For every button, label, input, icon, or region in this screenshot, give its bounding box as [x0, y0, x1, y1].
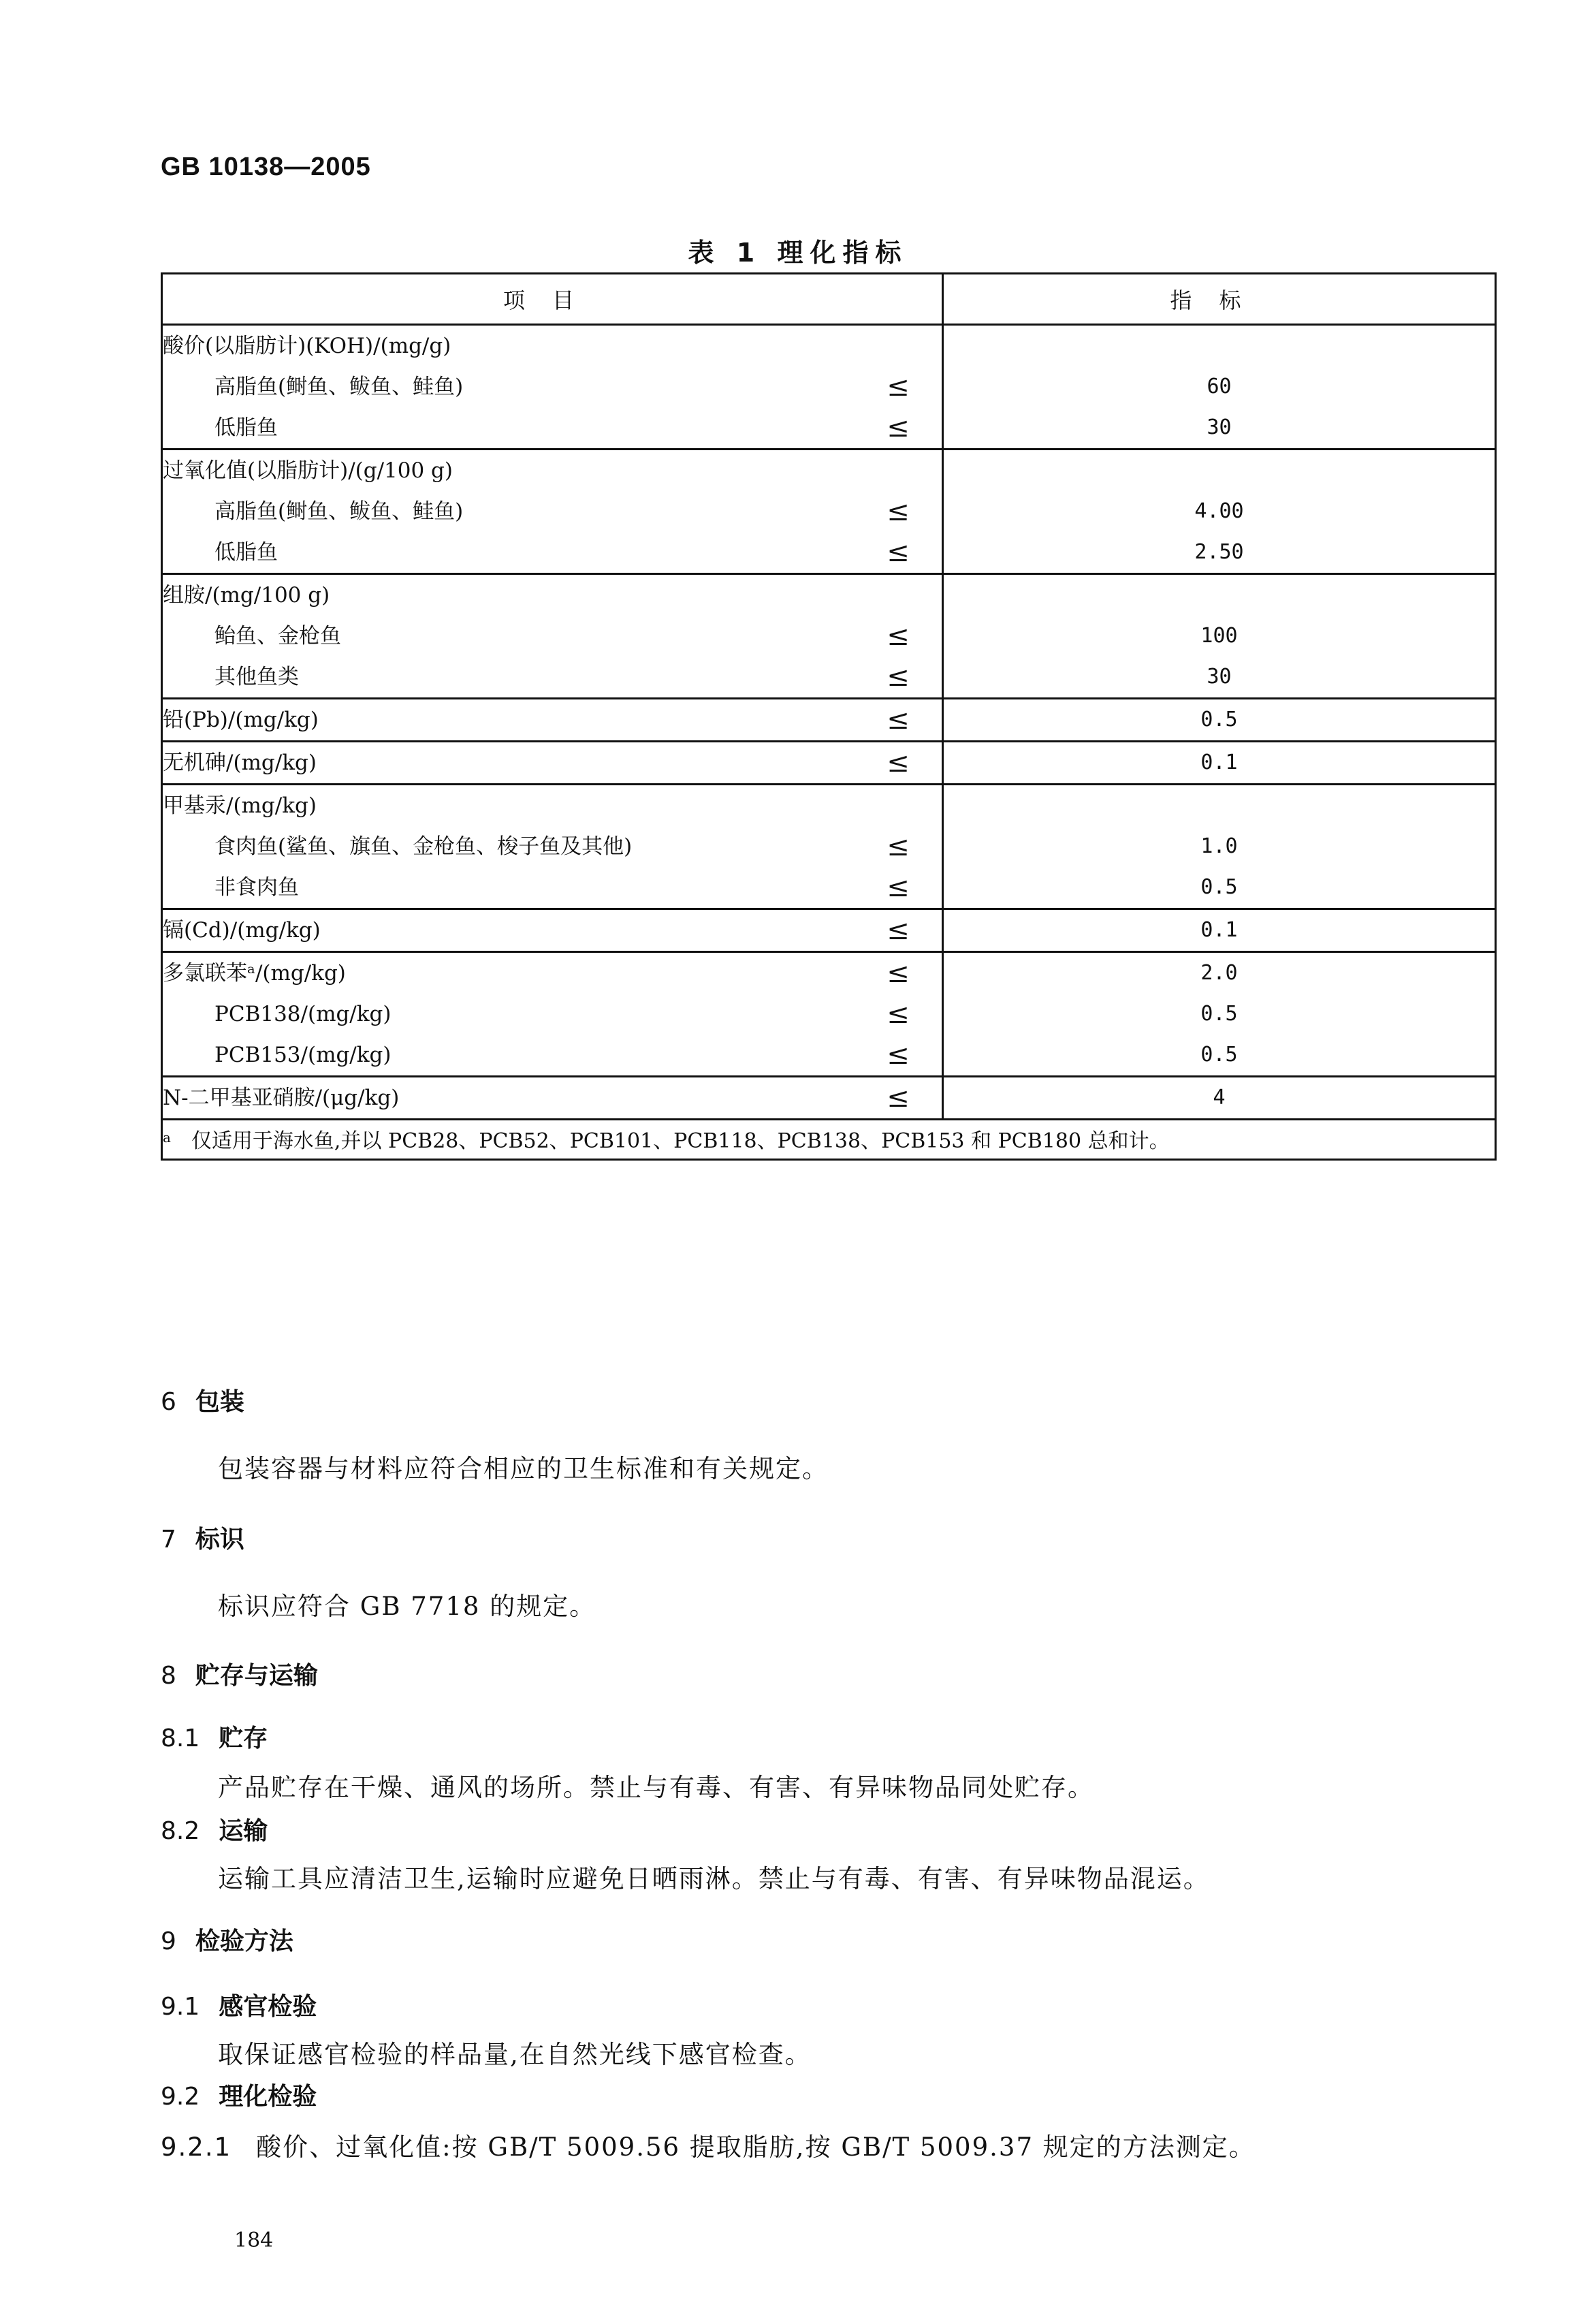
- comparison-operator: ≤: [887, 831, 910, 862]
- limit-value: 4: [1213, 1086, 1226, 1109]
- section-7-heading: 7 标识: [161, 1526, 244, 1554]
- comparison-operator: ≤: [887, 412, 910, 443]
- comparison-operator: ≤: [887, 747, 910, 778]
- table-row: [162, 699, 1496, 742]
- table-row: [162, 909, 1496, 952]
- table-row: [162, 450, 1496, 574]
- value-cell: [943, 1077, 1496, 1120]
- value-cell: [943, 325, 1496, 450]
- limit-value: 100: [1200, 624, 1238, 648]
- footnote-row: [162, 1120, 1496, 1160]
- table-row: [162, 785, 1496, 909]
- section-6-text: 包装容器与材料应符合相应的卫生标准和有关规定。: [218, 1454, 829, 1483]
- table-header-row: [162, 274, 1496, 325]
- limit-value: 4.00: [1194, 499, 1244, 523]
- item-label: 甲基汞/(mg/kg): [163, 793, 317, 818]
- column-header-value: 指标: [943, 274, 1496, 325]
- section-9-1-text: 取保证感官检验的样品量,在自然光线下感官检查。: [218, 2040, 812, 2069]
- section-9-2-1-text: 9.2.1 酸价、过氧化值:按 GB/T 5009.56 提取脂肪,按 GB/T 5009.37 规定的方法测定。: [161, 2132, 1256, 2162]
- item-cell: [162, 699, 943, 742]
- limit-value: 60: [1207, 375, 1232, 398]
- section-9-heading: 9 检验方法: [161, 1927, 293, 1955]
- comparison-operator: ≤: [887, 496, 910, 527]
- comparison-operator: ≤: [887, 872, 910, 903]
- item-cell: [162, 952, 943, 1077]
- item-cell: [162, 450, 943, 574]
- item-label: 镉(Cd)/(mg/kg): [163, 918, 321, 943]
- section-9-1-heading: 9.1 感官检验: [161, 1993, 317, 2021]
- page-number: 184: [234, 2228, 274, 2252]
- sub-item-label: 鲐鱼、金枪鱼: [214, 624, 341, 648]
- value-cell: [943, 952, 1496, 1077]
- item-cell: [162, 785, 943, 909]
- item-cell: [162, 574, 943, 699]
- limit-value: 0.1: [1200, 751, 1238, 774]
- limit-value: 0.5: [1200, 1002, 1238, 1026]
- comparison-operator: ≤: [887, 1082, 910, 1114]
- standard-number: GB 10138—2005: [161, 153, 371, 181]
- section-8-2-text: 运输工具应清洁卫生,运输时应避免日晒雨淋。禁止与有毒、有害、有异味物品混运。: [218, 1864, 1210, 1893]
- comparison-operator: [864, 575, 932, 616]
- section-6-heading: 6 包装: [161, 1388, 244, 1416]
- limit-value: 2.0: [1200, 961, 1238, 985]
- limit-value: 0.5: [1200, 708, 1238, 731]
- item-label: 铅(Pb)/(mg/kg): [163, 708, 319, 732]
- table-row: [162, 325, 1496, 450]
- item-cell: [162, 325, 943, 450]
- footnote-mark: a: [163, 1129, 171, 1146]
- comparison-operator: ≤: [887, 620, 910, 652]
- comparison-operator: ≤: [887, 371, 910, 403]
- section-8-1-text: 产品贮存在干燥、通风的场所。禁止与有毒、有害、有异味物品同处贮存。: [218, 1773, 1094, 1802]
- item-label: 过氧化值(以脂肪计)/(g/100 g): [163, 458, 453, 483]
- item-label: N-二甲基亚硝胺/(μg/kg): [163, 1086, 400, 1110]
- section-9-2-heading: 9.2 理化检验: [161, 2083, 317, 2111]
- value-cell: [943, 574, 1496, 699]
- sub-item-label: 食肉鱼(鲨鱼、旗鱼、金枪鱼、梭子鱼及其他): [214, 834, 633, 859]
- value-cell: [943, 699, 1496, 742]
- item-label: 酸价(以脂肪计)(KOH)/(mg/g): [163, 334, 451, 358]
- comparison-operator: ≤: [887, 704, 910, 736]
- table-caption: 表 1 理化指标: [688, 238, 908, 268]
- comparison-operator: ≤: [887, 958, 910, 989]
- section-7-text: 标识应符合 GB 7718 的规定。: [218, 1592, 596, 1621]
- sub-item-label: PCB138/(mg/kg): [214, 1002, 392, 1026]
- value-cell: [943, 450, 1496, 574]
- item-cell: [162, 742, 943, 785]
- comparison-operator: ≤: [887, 537, 910, 568]
- footnote-text: 仅适用于海水鱼,并以 PCB28、PCB52、PCB101、PCB118、PCB138、PCB153 和 PCB180 总和计。: [191, 1129, 1170, 1153]
- comparison-operator: [864, 785, 932, 826]
- section-8-2-heading: 8.2 运输: [161, 1817, 268, 1845]
- limit-value: 0.5: [1200, 1043, 1238, 1067]
- sub-item-label: PCB153/(mg/kg): [214, 1043, 392, 1067]
- value-cell: [943, 742, 1496, 785]
- sub-item-label: 其他鱼类: [214, 665, 299, 689]
- item-label: 无机砷/(mg/kg): [163, 751, 317, 775]
- sub-item-label: 低脂鱼: [214, 540, 278, 565]
- section-8-1-heading: 8.1 贮存: [161, 1724, 268, 1752]
- section-8-heading: 8 贮存与运输: [161, 1662, 318, 1690]
- limit-value: 30: [1207, 665, 1232, 689]
- comparison-operator: ≤: [887, 1039, 910, 1071]
- sub-item-label: 高脂鱼(鲥鱼、鲅鱼、鲑鱼): [214, 499, 464, 524]
- table-row: [162, 952, 1496, 1077]
- item-label: 多氯联苯ᵃ/(mg/kg): [163, 961, 346, 986]
- physicochemical-table: [161, 272, 1497, 1161]
- limit-value: 0.5: [1200, 875, 1238, 899]
- limit-value: 2.50: [1194, 540, 1244, 564]
- column-header-item: 项目: [162, 274, 943, 325]
- comparison-operator: [864, 326, 932, 366]
- sub-item-label: 非食肉鱼: [214, 875, 299, 900]
- comparison-operator: ≤: [887, 661, 910, 693]
- limit-value: 1.0: [1200, 834, 1238, 858]
- item-cell: [162, 909, 943, 952]
- comparison-operator: [864, 450, 932, 491]
- table-row: [162, 742, 1496, 785]
- comparison-operator: ≤: [887, 915, 910, 946]
- value-cell: [943, 785, 1496, 909]
- sub-item-label: 低脂鱼: [214, 415, 278, 440]
- limit-value: 30: [1207, 415, 1232, 439]
- comparison-operator: ≤: [887, 998, 910, 1030]
- table-row: [162, 1077, 1496, 1120]
- item-cell: [162, 1077, 943, 1120]
- table-body: [162, 325, 1496, 1160]
- item-label: 组胺/(mg/100 g): [163, 583, 330, 608]
- table-row: [162, 574, 1496, 699]
- sub-item-label: 高脂鱼(鲥鱼、鲅鱼、鲑鱼): [214, 375, 464, 399]
- limit-value: 0.1: [1200, 918, 1238, 942]
- value-cell: [943, 909, 1496, 952]
- table-footnote: [162, 1120, 1496, 1160]
